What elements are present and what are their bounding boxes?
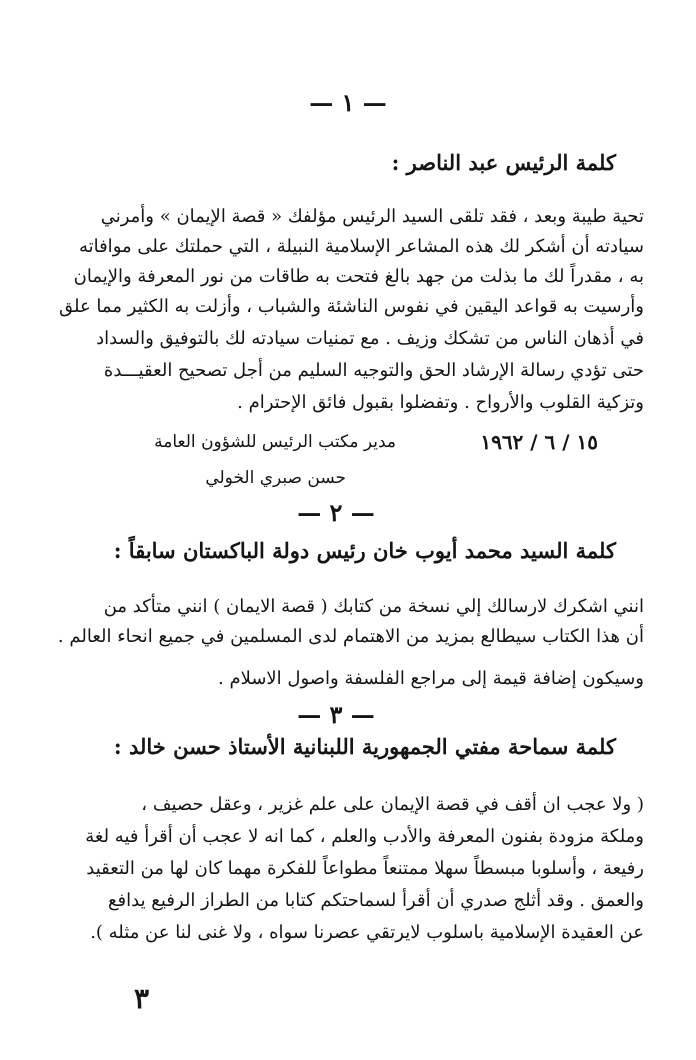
section-3-line: وملكة مزودة بفنون المعرفة والأدب والعلم ، كما انه لا عجب أن أقرأ فيه لغة [85, 826, 644, 847]
section-1-line: في أذهان الناس من تشكك وزيف . مع تمنيات سيادته لك بالتوفيق والسداد [96, 328, 644, 349]
section-1-line: حتى تؤدي رسالة الإرشاد الحق والتوجيه السليم من أجل تصحيح العقيـــدة [103, 360, 644, 381]
section-1-line: به ، مقدراً لك ما بذلت من جهد بالغ فتحت به طاقات من نور المعرفة والإيمان [73, 266, 644, 287]
section-number-1: — ١ — [309, 88, 387, 117]
letter-date: ١٥ / ٦ / ١٩٦٢ [480, 430, 598, 454]
section-heading-1: كلمة الرئيس عبد الناصر : [391, 150, 616, 175]
section-2-line: وسيكون إضافة قيمة إلى مراجع الفلسفة واصول الاسلام . [218, 668, 644, 689]
section-3-line: ( ولا عجب ان أقف في قصة الإيمان على علم غزير ، وعقل حصيف ، [141, 794, 644, 815]
section-1-line: سيادته أن أشكر لك هذه المشاعر الإسلامية النبيلة ، التي حملتك على موافاته [78, 236, 644, 257]
section-1-line: وأرسيت به قواعد اليقين في نفوس الناشئة والشباب ، وأزلت به الكثير مما علق [59, 296, 644, 317]
signatory-name: حسن صبري الخولي [205, 468, 346, 488]
signatory-title: مدير مكتب الرئيس للشؤون العامة [154, 432, 396, 452]
section-number-2: — ٢ — [297, 498, 375, 527]
section-3-line: والعمق . وقد أثلج صدري أن أقرأ لسماحتكم كتابا من الطراز الرفيع يدافع [107, 890, 644, 911]
section-1-line: وتزكية القلوب والأرواح . وتفضلوا بقبول فائق الإحترام . [237, 392, 644, 413]
section-1-line: تحية طيبة وبعد ، فقد تلقى السيد الرئيس مؤلفك « قصة الإيمان » وأمرني [100, 206, 644, 227]
section-3-line: عن العقيدة الإسلامية باسلوب لايرتقي عصرنا سواه ، ولا غنى لنا عن مثله ). [90, 922, 644, 943]
page-number: ٣ [134, 982, 150, 1015]
section-2-line: انني اشكرك لارسالك إلي نسخة من كتابك ( قصة الايمان ) انني متأكد من [103, 596, 644, 617]
section-2-line: أن هذا الكتاب سيطالع بمزيد من الاهتمام لدى المسلمين في جميع انحاء العالم . [57, 626, 644, 647]
section-3-line: رفيعة ، وأسلوبا مبسطاً سهلا ممتنعاً مطواعاً للفكرة مهما كان لها من التعقيد [86, 858, 644, 879]
section-number-3: — ٣ — [297, 700, 375, 729]
section-heading-3: كلمة سماحة مفتي الجمهورية اللبنانية الأستاذ حسن خالد : [113, 734, 616, 759]
section-heading-2: كلمة السيد محمد أيوب خان رئيس دولة الباكستان سابقاً : [113, 538, 616, 563]
